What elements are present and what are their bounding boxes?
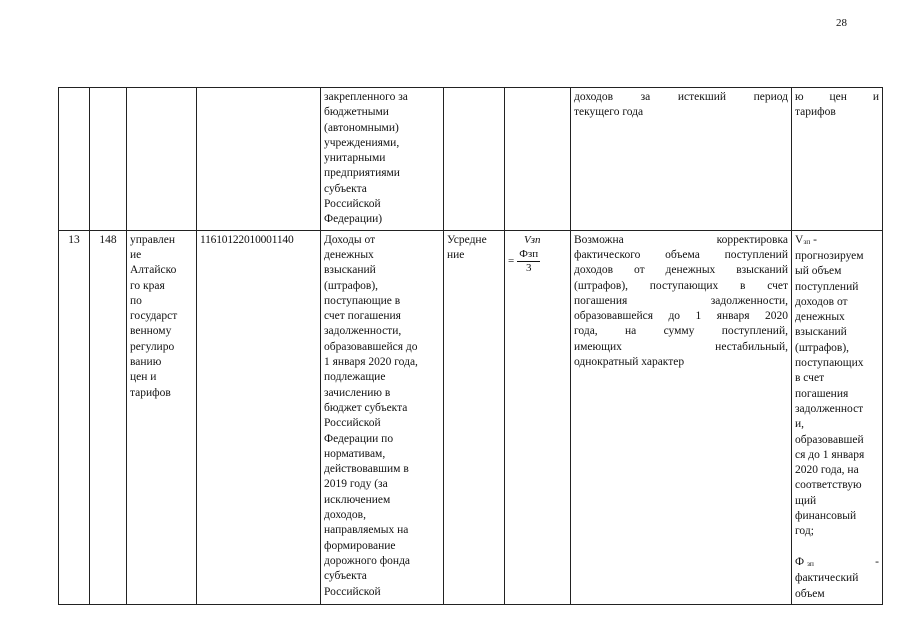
text-line: погашения задолженности,: [574, 294, 788, 307]
text-line: финансовый: [795, 510, 857, 523]
text-line: Российской: [324, 198, 381, 211]
text-line: Возможна корректировка: [574, 233, 788, 246]
formula-equals: =: [508, 254, 515, 267]
text-line: доходов от: [795, 295, 848, 308]
cell-admin-code: [90, 88, 127, 231]
text-line: соответствую: [795, 479, 862, 492]
text-line: дорожного фонда: [324, 554, 411, 567]
cell-kbk: [197, 88, 321, 231]
text-line: поступлений: [795, 280, 859, 293]
text-line: нормативам,: [324, 447, 386, 460]
cell-method: [444, 230, 505, 604]
cell-comment: [571, 88, 792, 231]
cell-admin-name: [127, 230, 197, 604]
text-line: погашения: [795, 387, 849, 400]
text-line: и,: [795, 418, 805, 431]
table-row-continued: [59, 88, 883, 231]
text-line: денежных: [324, 248, 374, 261]
text-line: ние: [447, 248, 465, 261]
forecast-formula: [508, 233, 567, 275]
text-line: закрепленного за: [324, 91, 408, 103]
text-line: ся до 1 января: [795, 448, 865, 461]
text-line: подлежащие: [324, 371, 386, 384]
formula-numerator: Фзп: [519, 247, 539, 260]
text-line: исключением: [324, 493, 391, 506]
text-line: однократный характер: [574, 356, 685, 369]
cell-revenue-name: [321, 230, 444, 604]
text-line: доходов от денежных взысканий: [574, 264, 788, 277]
text-line: по: [130, 294, 142, 307]
text-line: формирование: [324, 539, 396, 552]
text-line: бюджет субъекта: [324, 401, 408, 414]
text-line: взысканий: [795, 326, 847, 339]
text-line: тарифов: [130, 386, 171, 399]
legend-f-term: Ф зп -: [795, 555, 879, 568]
cell-legend: [792, 230, 883, 604]
text-line: направляемых на: [324, 524, 409, 537]
text-line: задолженност: [795, 402, 864, 415]
text-line: образовавшейся до 1 января 2020: [574, 310, 788, 323]
cell-formula: [505, 88, 571, 231]
text-line: доходов за истекший период: [574, 91, 788, 103]
formula-left-side: Vзп: [524, 233, 541, 246]
cell-num: [59, 88, 90, 231]
text-line: ие: [130, 248, 142, 261]
text-line: (автономными): [324, 121, 399, 134]
page-number: 28: [836, 17, 847, 29]
cell-admin-code: 148: [90, 230, 127, 604]
text-line: (штрафов), поступающих в счет: [574, 279, 788, 292]
text-line: счет погашения: [324, 310, 401, 323]
text-line: имеющих нестабильный,: [574, 340, 788, 353]
text-line: объем: [795, 587, 825, 600]
text-line: прогнозируем: [795, 249, 864, 262]
budget-revenue-table: [58, 87, 883, 605]
text-line: 2020 года, на: [795, 464, 859, 477]
text-line: взысканий: [324, 264, 376, 277]
text-line: управлен: [130, 233, 176, 246]
text-line: государст: [130, 310, 178, 323]
text-line: ый объем: [795, 265, 842, 278]
text-line: 2019 году (за: [324, 478, 388, 491]
text-line: щий: [795, 494, 817, 507]
text-line: фактический: [795, 572, 859, 585]
text-line: учреждениями,: [324, 136, 400, 149]
text-line: денежных: [795, 311, 845, 324]
text-line: субъекта: [324, 182, 367, 195]
text-line: ю цен и: [795, 91, 879, 103]
text-line: поступающие в: [324, 294, 401, 307]
text-line: унитарными: [324, 152, 386, 165]
text-line: Российской: [324, 585, 381, 598]
text-line: (штрафов),: [795, 341, 850, 354]
text-line: тарифов: [795, 106, 836, 119]
text-line: Федерации): [324, 213, 383, 226]
text-line: 1 января 2020 года,: [324, 356, 418, 369]
text-line: бюджетными: [324, 106, 389, 119]
text-line: го края: [130, 279, 165, 292]
text-line: образовавшей: [795, 433, 864, 446]
legend-v-term: Vзп -: [795, 233, 818, 246]
cell-comment: [571, 230, 792, 604]
cell-method: [444, 88, 505, 231]
text-line: действовавшим в: [324, 463, 409, 476]
text-line: Российской: [324, 417, 381, 430]
text-line: Алтайско: [130, 264, 177, 277]
text-line: Федерации по: [324, 432, 394, 445]
formula-denominator: 3: [525, 261, 532, 274]
text-line: (штрафов),: [324, 279, 379, 292]
text-line: зачислению в: [324, 386, 391, 399]
text-line: Усредне: [447, 233, 487, 246]
text-line: цен и: [130, 371, 157, 384]
cell-formula: [505, 230, 571, 604]
text-line: текущего года: [574, 106, 644, 119]
text-line: в счет: [795, 372, 825, 385]
cell-revenue-name: [321, 88, 444, 231]
text-line: Доходы от: [324, 233, 376, 246]
text-line: год;: [795, 525, 814, 538]
text-line: доходов,: [324, 509, 366, 522]
blank-line: [795, 540, 879, 555]
text-line: субъекта: [324, 570, 367, 583]
text-line: венному: [130, 325, 172, 338]
text-line: года, на сумму поступлений,: [574, 325, 788, 338]
text-line: поступающих: [795, 357, 864, 370]
cell-kbk: 11610122010001140: [197, 230, 321, 604]
text-line: задолженности,: [324, 325, 402, 338]
cell-num: 13: [59, 230, 90, 604]
cell-legend: [792, 88, 883, 231]
text-line: фактического объема поступлений: [574, 248, 788, 261]
text-line: регулиро: [130, 340, 175, 353]
text-line: ванию: [130, 356, 162, 369]
cell-admin-name: [127, 88, 197, 231]
text-line: предприятиями: [324, 167, 400, 180]
text-line: образовавшейся до: [324, 340, 418, 353]
table-row-13: [59, 230, 883, 604]
